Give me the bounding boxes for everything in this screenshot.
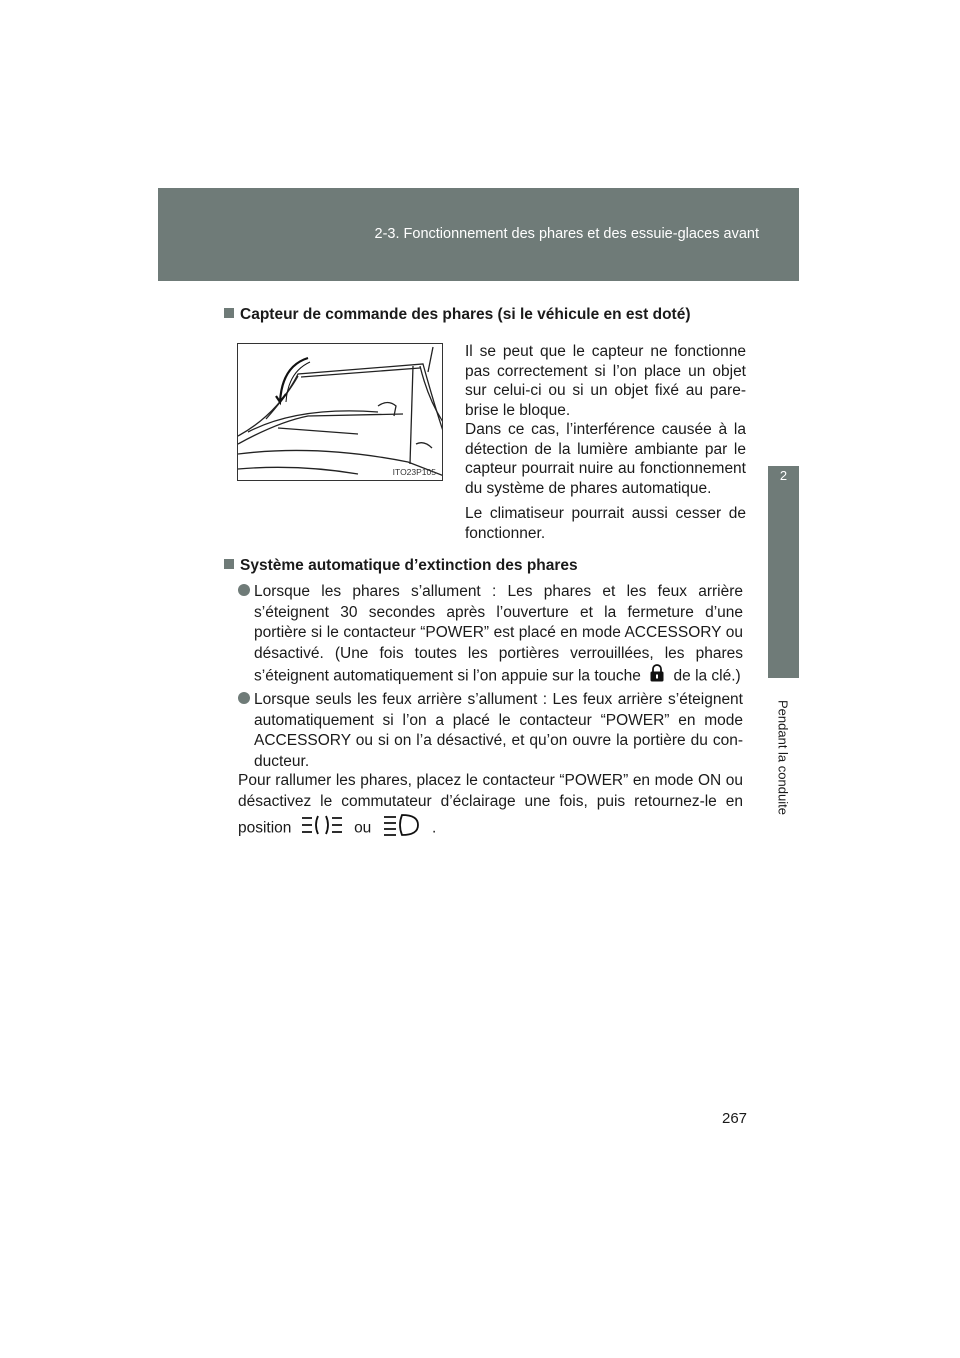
windshield-sensor-illustration	[237, 343, 443, 481]
heading-square-icon	[224, 559, 234, 569]
section-title: 2-3. Fonctionnement des phares et des essuie-glaces avant	[374, 226, 759, 242]
header-band	[158, 188, 799, 281]
bullet-text	[254, 582, 743, 689]
closing-period: .	[431, 819, 437, 837]
chapter-tab	[768, 466, 799, 678]
relight-paragraph	[238, 771, 743, 845]
bullet-text: Lorsque seuls les feux arrière s’allument : Les feux arrière s’éteignent automatiquement si l’on a placé le contacteur “POWER” en mode ACCESSORY ou si on l’a désactivé, et qu’on ouvre la portière du conducteur.	[254, 691, 743, 770]
bullet-dot-icon	[238, 584, 250, 596]
tail-light-symbol-icon	[300, 812, 346, 845]
figure-code: ITO23P105	[392, 467, 436, 477]
heading-text: Capteur de commande des phares (si le véhicule en est doté)	[240, 306, 691, 323]
bullet-text-end: de la clé.)	[673, 667, 741, 685]
heading-auto-off-system	[224, 557, 578, 575]
sensor-paragraph-2: Dans ce cas, l’interférence causée à la détection de la lumière ambiante par le capteur pourrait nuire au fonctionnement du système de phares automatique.	[465, 421, 746, 497]
chapter-label: Pendant la conduite	[775, 700, 791, 815]
page-number: 267	[722, 1110, 748, 1127]
lock-icon	[649, 664, 665, 689]
chapter-label-container	[775, 700, 791, 870]
heading-square-icon	[224, 308, 234, 318]
heading-text: Système automatique d’extinction des phares	[240, 557, 578, 574]
heading-headlight-sensor	[224, 306, 691, 324]
sensor-paragraph-3: Le climatiseur pourrait aussi cesser de fonctionner.	[465, 505, 746, 542]
chapter-number: 2	[779, 468, 788, 483]
bullet-text-main: Lorsque les phares s’allument : Les phares et les feux arrière s’éteignent 30 secondes après l’ouverture et la fermeture d’une portière si le contacteur “POWER” est placé en mode ACCESSORY ou désactivé. (Une fois toutes les portières verrouillées, les phares s’éteignent automatiquement si l’on appuie sur la touche	[254, 583, 743, 685]
headlight-symbol-icon	[382, 812, 422, 845]
windshield-drawing	[238, 344, 443, 481]
relight-text: Pour rallumer les phares, placez le contacteur “POWER” en mode ON ou désactivez le commutateur d’éclairage une fois, puis retournez-le en position	[238, 772, 743, 837]
sensor-paragraph-1: Il se peut que le capteur ne fonctionne pas correctement si l’on place un objet sur celui-ci ou si un objet fixé au pare-brise le bloque.	[465, 343, 746, 419]
word-or: ou	[354, 819, 372, 837]
bullet-dot-icon	[238, 692, 250, 704]
